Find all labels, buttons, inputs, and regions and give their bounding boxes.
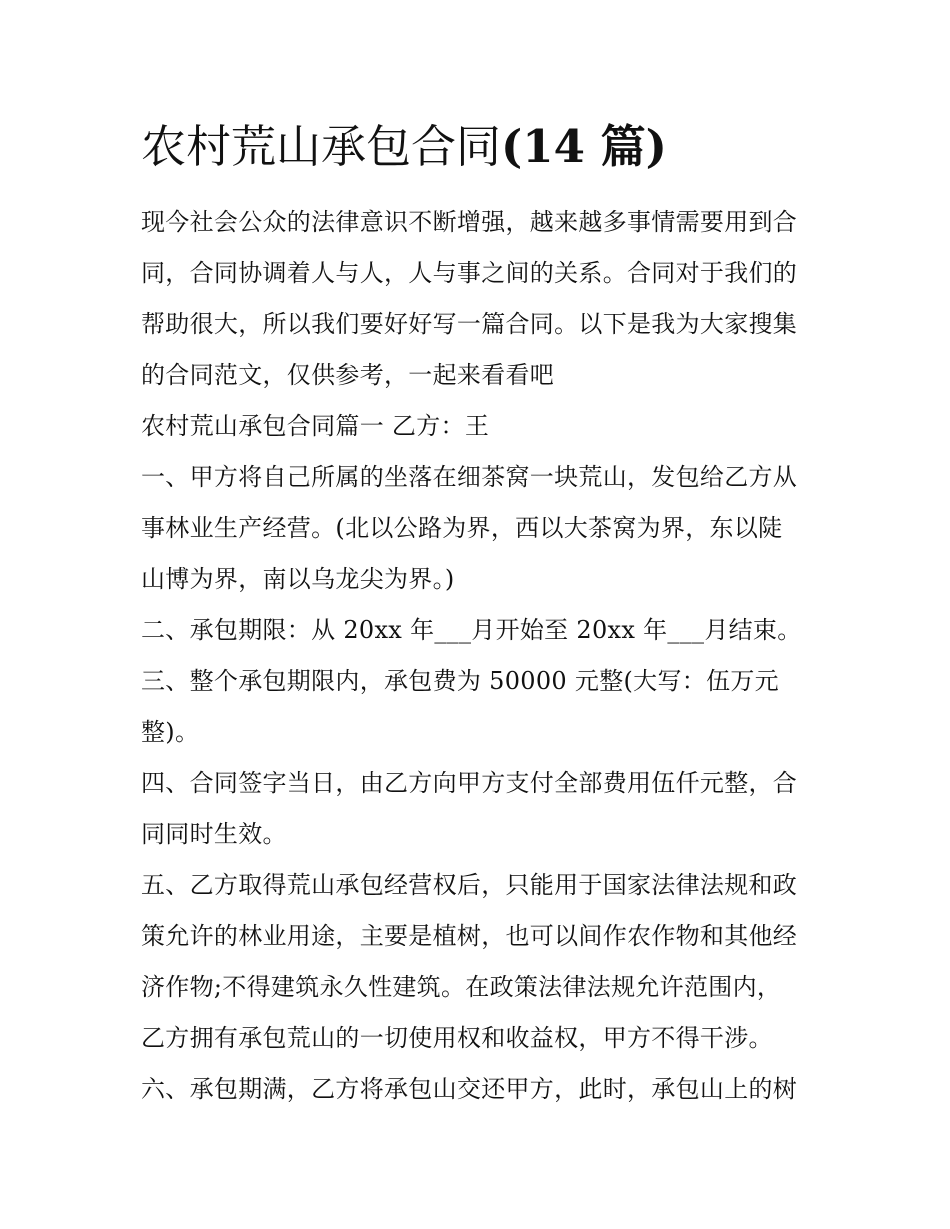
document-body (141, 197, 821, 1115)
clause-line: 五、乙方取得荒山承包经营权后，只能用于国家法律法规和政 (141, 871, 798, 899)
paragraph-line: 同，合同协调着人与人，人与事之间的关系。合同对于我们的 (141, 259, 798, 287)
clause-line: 四、合同签字当日，由乙方向甲方支付全部费用伍仟元整，合 (141, 769, 798, 797)
paragraph-line: 帮助很大，所以我们要好好写一篇合同。以下是我为大家搜集 (141, 310, 798, 338)
title-main-text: 农村荒山承包合同 (141, 120, 502, 173)
clause-line: 六、承包期满，乙方将承包山交还甲方，此时，承包山上的树 (141, 1075, 798, 1103)
title-count-text: (14 篇) (501, 120, 667, 173)
clause-line: 二、承包期限：从 20xx 年___月开始至 20xx 年___月结束。 (141, 616, 802, 644)
clause-line: 一、甲方将自己所属的坐落在细茶窝一块荒山，发包给乙方从 (141, 463, 798, 491)
clause-line: 同同时生效。 (141, 820, 287, 848)
clause-line: 策允许的林业用途，主要是植树，也可以间作农作物和其他经 (141, 922, 798, 950)
paragraph-line: 现今社会公众的法律意识不断增强，越来越多事情需要用到合 (141, 208, 798, 236)
clause-line: 整)。 (141, 718, 200, 746)
document-title (141, 115, 821, 179)
clause-line: 山博为界，南以乌龙尖为界。) (141, 565, 455, 593)
clause-line: 乙方拥有承包荒山的一切使用权和收益权，甲方不得干涉。 (141, 1024, 773, 1052)
clause-line: 三、整个承包期限内，承包费为 50000 元整(大写：伍万元 (141, 667, 779, 695)
paragraph-line: 的合同范文，仅供参考，一起来看看吧 (141, 361, 555, 389)
clause-line: 事林业生产经营。(北以公路为界，西以大茶窝为界，东以陡 (141, 514, 783, 542)
clause-line: 济作物;不得建筑永久性建筑。在政策法律法规允许范围内， (141, 973, 782, 1001)
section-heading-line: 农村荒山承包合同篇一 乙方：王 (141, 412, 490, 440)
